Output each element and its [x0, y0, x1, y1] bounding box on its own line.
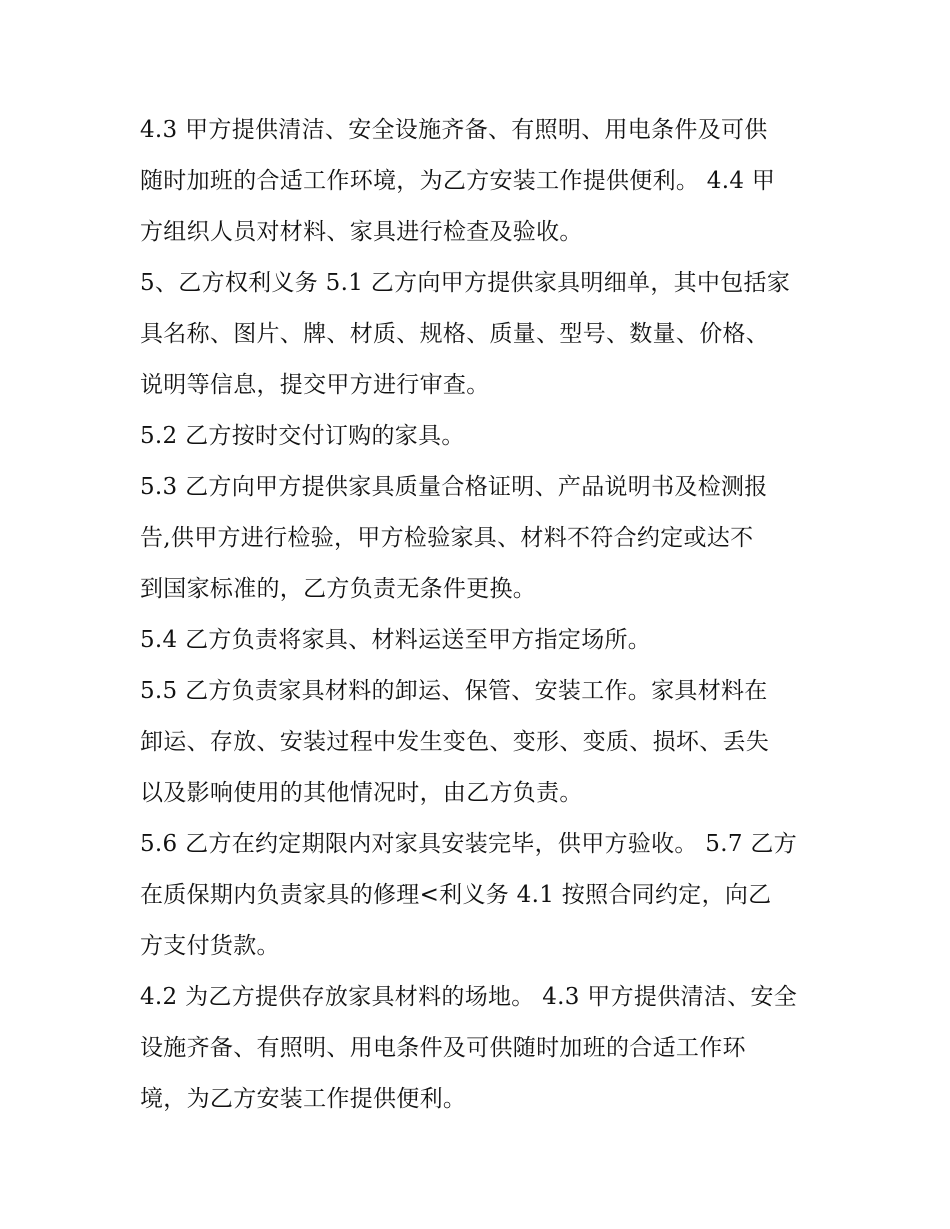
text-line: 境，为乙方安装工作提供便利。: [140, 1086, 467, 1112]
paragraph-5-3: [140, 462, 820, 615]
paragraph-5-6-5-7: [140, 819, 820, 972]
paragraph-5-5: [140, 666, 820, 819]
text-line: 具名称、图片、牌、材质、规格、质量、型号、数量、价格、: [140, 321, 770, 347]
text-line: 4.2 为乙方提供存放家具材料的场地。 4.3 甲方提供清洁、安全: [140, 984, 797, 1010]
text-line: 5.3 乙方向甲方提供家具质量合格证明、产品说明书及检测报: [140, 474, 768, 500]
text-line: 5.4 乙方负责将家具、材料运送至甲方指定场所。: [140, 627, 652, 653]
paragraph-4-3-4-4: [140, 105, 820, 258]
paragraph-5-2: [140, 411, 820, 462]
paragraph-5-4: [140, 615, 820, 666]
text-line: 方支付货款。: [140, 933, 280, 959]
text-line: 随时加班的合适工作环境，为乙方安装工作提供便利。 4.4 甲: [140, 168, 776, 194]
text-line: 到国家标准的，乙方负责无条件更换。: [140, 576, 537, 602]
document-body: [140, 105, 820, 1125]
text-line: 卸运、存放、安装过程中发生变色、变形、变质、损坏、丢失: [140, 729, 770, 755]
text-line: 4.3 甲方提供清洁、安全设施齐备、有照明、用电条件及可供: [140, 117, 768, 143]
text-line: 5、乙方权利义务 5.1 乙方向甲方提供家具明细单，其中包括家: [140, 270, 791, 296]
text-line: 5.5 乙方负责家具材料的卸运、保管、安装工作。家具材料在: [140, 678, 768, 704]
text-line: 告,供甲方进行检验，甲方检验家具、材料不符合约定或达不: [140, 525, 754, 551]
text-line: 以及影响使用的其他情况时，由乙方负责。: [140, 780, 583, 806]
text-line: 5.6 乙方在约定期限内对家具安装完毕，供甲方验收。 5.7 乙方: [140, 831, 797, 857]
text-line: 5.2 乙方按时交付订购的家具。: [140, 423, 465, 449]
paragraph-4-2-4-3: [140, 972, 820, 1125]
paragraph-5-5-1: [140, 258, 820, 411]
text-line: 设施齐备、有照明、用电条件及可供随时加班的合适工作环: [140, 1035, 746, 1061]
text-line: 方组织人员对材料、家具进行检查及验收。: [140, 219, 583, 245]
text-line: 说明等信息，提交甲方进行审查。: [140, 372, 490, 398]
text-line: 在质保期内负责家具的修理<利义务 4.1 按照合同约定，向乙: [140, 882, 772, 908]
